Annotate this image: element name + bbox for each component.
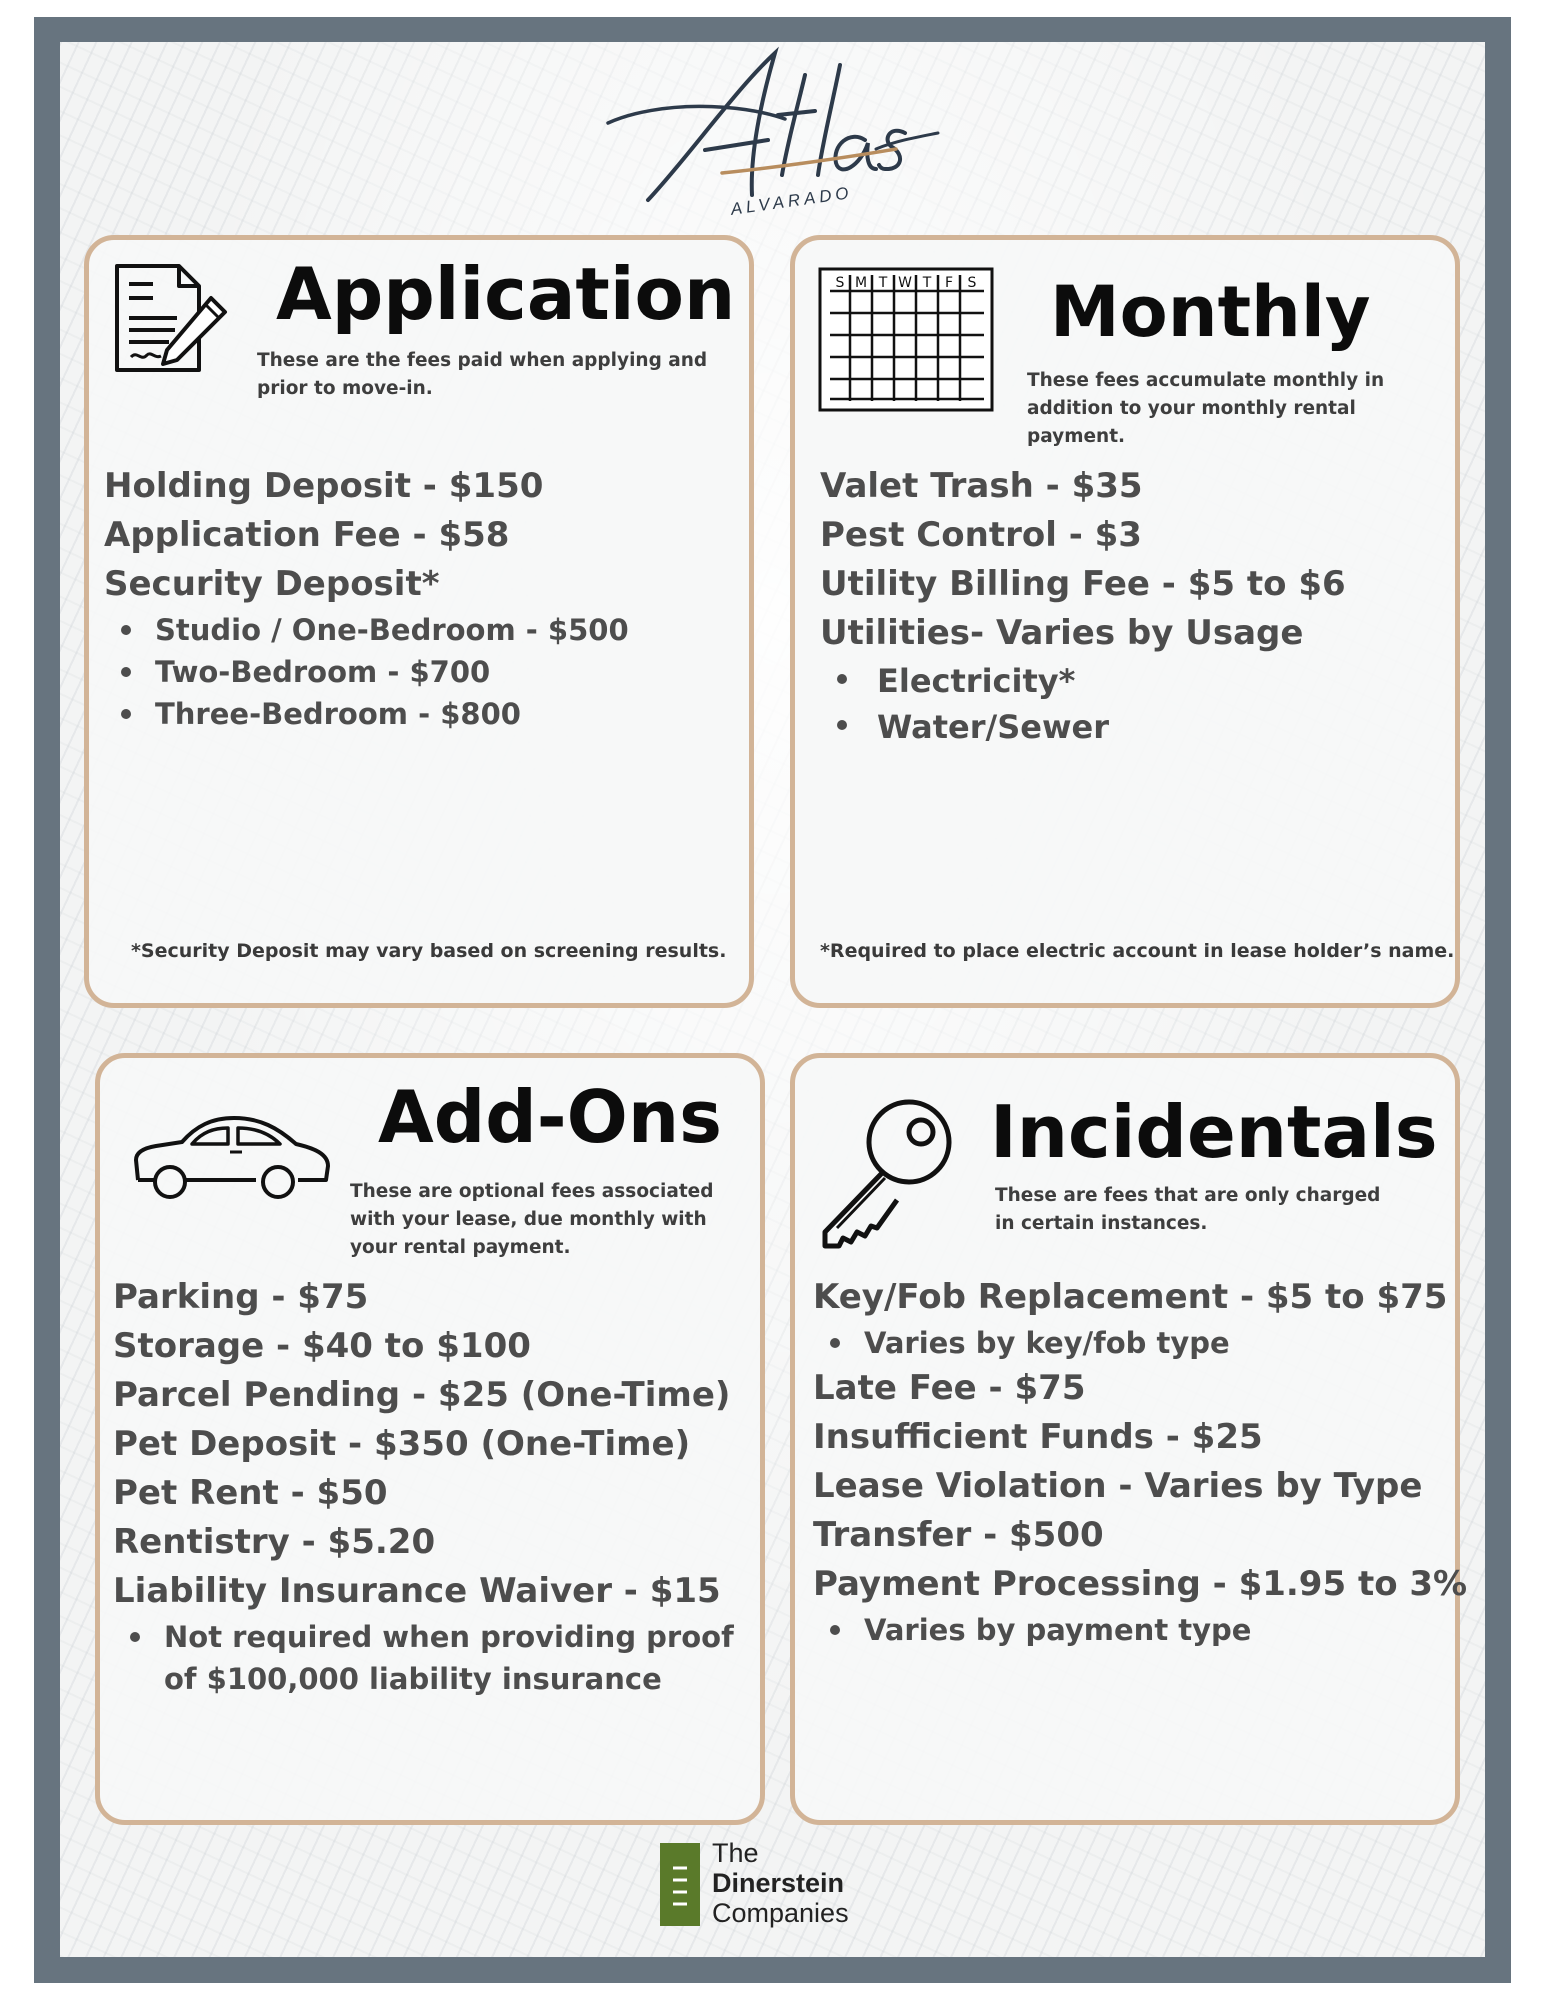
list-item: Late Fee - $75 [813, 1368, 1086, 1408]
incidentals-fee-list [813, 1273, 1467, 1651]
list-item: Rentistry - $5.20 [113, 1522, 436, 1562]
list-item: Pest Control - $3 [820, 515, 1142, 555]
calendar-day: T [878, 275, 888, 291]
list-subitem: Three-Bedroom - $800 [104, 693, 629, 735]
company-line-2: Dinerstein [712, 1868, 845, 1898]
list-subitem: Two-Bedroom - $700 [104, 651, 629, 693]
list-item: Utilities- Varies by Usage [820, 613, 1304, 653]
list-item: Payment Processing - $1.95 to 3% [813, 1564, 1468, 1604]
dinerstein-logo-mark [660, 1843, 700, 1926]
application-fee-list [104, 462, 629, 735]
list-item: Parking - $75 [113, 1277, 369, 1317]
monthly-card [790, 235, 1460, 1008]
application-footnote: *Security Deposit may vary based on screening results. [131, 940, 727, 962]
list-subitem: Varies by payment type [813, 1609, 1467, 1651]
car-icon [130, 1108, 335, 1203]
logo-stripes-icon [660, 1843, 700, 1926]
calendar-day: W [898, 275, 912, 291]
list-item: Valet Trash - $35 [820, 466, 1143, 506]
calendar-day: M [854, 275, 868, 291]
monthly-title: Monthly [1050, 271, 1371, 353]
calendar-day: S [835, 275, 845, 291]
list-subitem-continued: of $100,000 liability insurance [164, 1662, 662, 1696]
list-item: Insufficient Funds - $25 [813, 1417, 1263, 1457]
incidentals-title: Incidentals [990, 1090, 1438, 1174]
addons-title: Add-Ons [378, 1075, 723, 1159]
application-card [84, 235, 754, 1008]
list-item: Transfer - $500 [813, 1515, 1104, 1555]
application-title: Application [276, 252, 736, 336]
list-item: Lease Violation - Varies by Type [813, 1466, 1423, 1506]
calendar-day: T [922, 275, 932, 291]
company-line-1: The [712, 1838, 759, 1868]
document-pen-icon [111, 262, 231, 377]
company-line-3: Companies [712, 1898, 849, 1928]
dinerstein-name [712, 1838, 849, 1928]
calendar-day: S [967, 275, 977, 291]
incidentals-card [790, 1053, 1468, 1825]
monthly-description: These fees accumulate monthly in addition to your monthly rental payment. [1027, 370, 1385, 447]
list-item: Utility Billing Fee - $5 to $6 [820, 564, 1346, 604]
list-subitem: Studio / One-Bedroom - $500 [104, 609, 629, 651]
list-item: Storage - $40 to $100 [113, 1326, 531, 1366]
monthly-footnote: *Required to place electric account in lease holder’s name. [820, 940, 1455, 962]
list-subitem: Water/Sewer [820, 704, 1346, 750]
list-item: Pet Rent - $50 [113, 1473, 388, 1513]
list-item: Pet Deposit - $350 (One-Time) [113, 1424, 691, 1464]
key-icon [817, 1096, 957, 1256]
addons-fee-list [113, 1273, 734, 1700]
list-item: Key/Fob Replacement - $5 to $75 [813, 1277, 1448, 1317]
list-item: Liability Insurance Waiver - $15 [113, 1571, 721, 1611]
application-description: These are the fees paid when applying and prior to move-in. [257, 350, 708, 399]
list-subitem: Varies by key/fob type [813, 1322, 1467, 1364]
list-item: Holding Deposit - $150 [104, 466, 544, 506]
brand-sub: ALVARADO [729, 182, 854, 219]
incidentals-description: These are fees that are only charged in certain instances. [995, 1185, 1381, 1234]
calendar-icon [818, 267, 994, 412]
list-subitem: Electricity* [820, 658, 1346, 704]
atlas-alvarado-logo [600, 45, 940, 220]
list-item: Security Deposit* [104, 564, 440, 604]
monthly-fee-list [820, 462, 1346, 750]
dinerstein-logo [660, 1838, 890, 1928]
list-item: Parcel Pending - $25 (One-Time) [113, 1375, 731, 1415]
calendar-day: F [944, 275, 954, 291]
list-subitem: Not required when providing proof [113, 1616, 734, 1658]
addons-description: These are optional fees associated with your lease, due monthly with your rental payment. [350, 1181, 714, 1258]
list-item: Application Fee - $58 [104, 515, 510, 555]
addons-card [95, 1053, 765, 1825]
